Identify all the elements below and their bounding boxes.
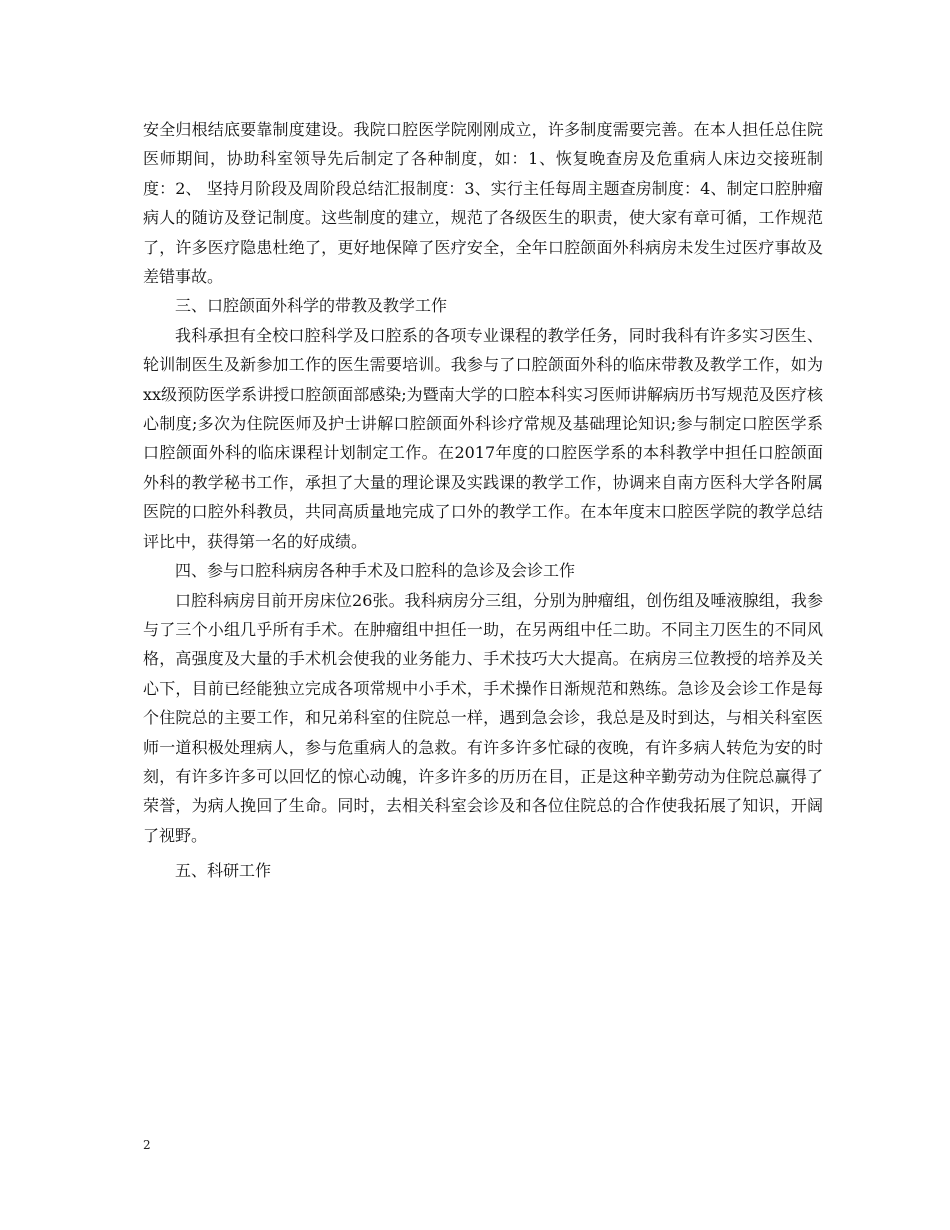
page-number: 2: [143, 1138, 151, 1152]
paragraph-surgery-emergency: 口腔科病房目前开房床位26张。我科病房分三组，分别为肿瘤组，创伤组及唾液腺组，我参与了三个小组几乎所有手术。在肿瘤组中担任一助，在另两组中任二助。不同主刀医生的不同风格，高强度及大量的手术机会使我的业务能力、手术技巧大大提高。在病房三位教授的培养及关心下，目前已经能独立完成各项常规中小手术，手术操作日渐规范和熟练。急诊及会诊工作是每个住院总的主要工作，和兄弟科室的住院总一样，遇到急会诊，我总是及时到达，与相关科室医师一道积极处理病人，参与危重病人的急救。有许多许多忙碌的夜晚，有许多病人转危为安的时刻，有许多许多可以回忆的惊心动魄，许多许多的历历在目，正是这种辛勤劳动为住院总赢得了荣誉，为病人挽回了生命。同时，去相关科室会诊及和各位住院总的合作使我拓展了知识，开阔了视野。: [143, 590, 823, 845]
paragraph-safety-system: 安全归根结底要靠制度建设。我院口腔医学院刚刚成立，许多制度需要完善。在本人担任总住院医师期间，协助科室领导先后制定了各种制度，如：1、恢复晚查房及危重病人床边交接班制度：2、 坚持月阶段及周阶段总结汇报制度：3、实行主任每周主题查房制度：4、制定口腔肿瘤病人的随访及登记制度。这些制度的建立，规范了各级医生的职责，使大家有章可循，工作规范了，许多医疗隐患杜绝了，更好地保障了医疗安全，全年口腔颌面外科病房未发生过医疗事故及差错事故。: [143, 120, 823, 287]
document-body: [143, 115, 823, 886]
section-heading-research: 五、科研工作: [175, 861, 272, 881]
paragraph-teaching: 我科承担有全校口腔科学及口腔系的各项专业课程的教学任务，同时我科有许多实习医生、轮训制医生及新参加工作的医生需要培训。我参与了口腔颌面外科的临床带教及教学工作，如为xx级预防医学系讲授口腔颌面部感染;为暨南大学的口腔本科实习医师讲解病历书写规范及医疗核心制度;多次为住院医师及护士讲解口腔颌面外科诊疗常规及基础理论知识;参与制定口腔医学系口腔颌面外科的临床课程计划制定工作。在2017年度的口腔医学系的本科教学中担任口腔颌面外科的教学秘书工作，承担了大量的理论课及实践课的教学工作，协调来自南方医科大学各附属医院的口腔外科教员，共同高质量地完成了口外的教学工作。在本年度末口腔医学院的教学总结评比中，获得第一名的好成绩。: [143, 325, 823, 551]
section-heading-teaching: 三、口腔颌面外科学的带教及教学工作: [175, 296, 448, 316]
section-heading-surgery-emergency: 四、参与口腔科病房各种手术及口腔科的急诊及会诊工作: [175, 561, 576, 581]
